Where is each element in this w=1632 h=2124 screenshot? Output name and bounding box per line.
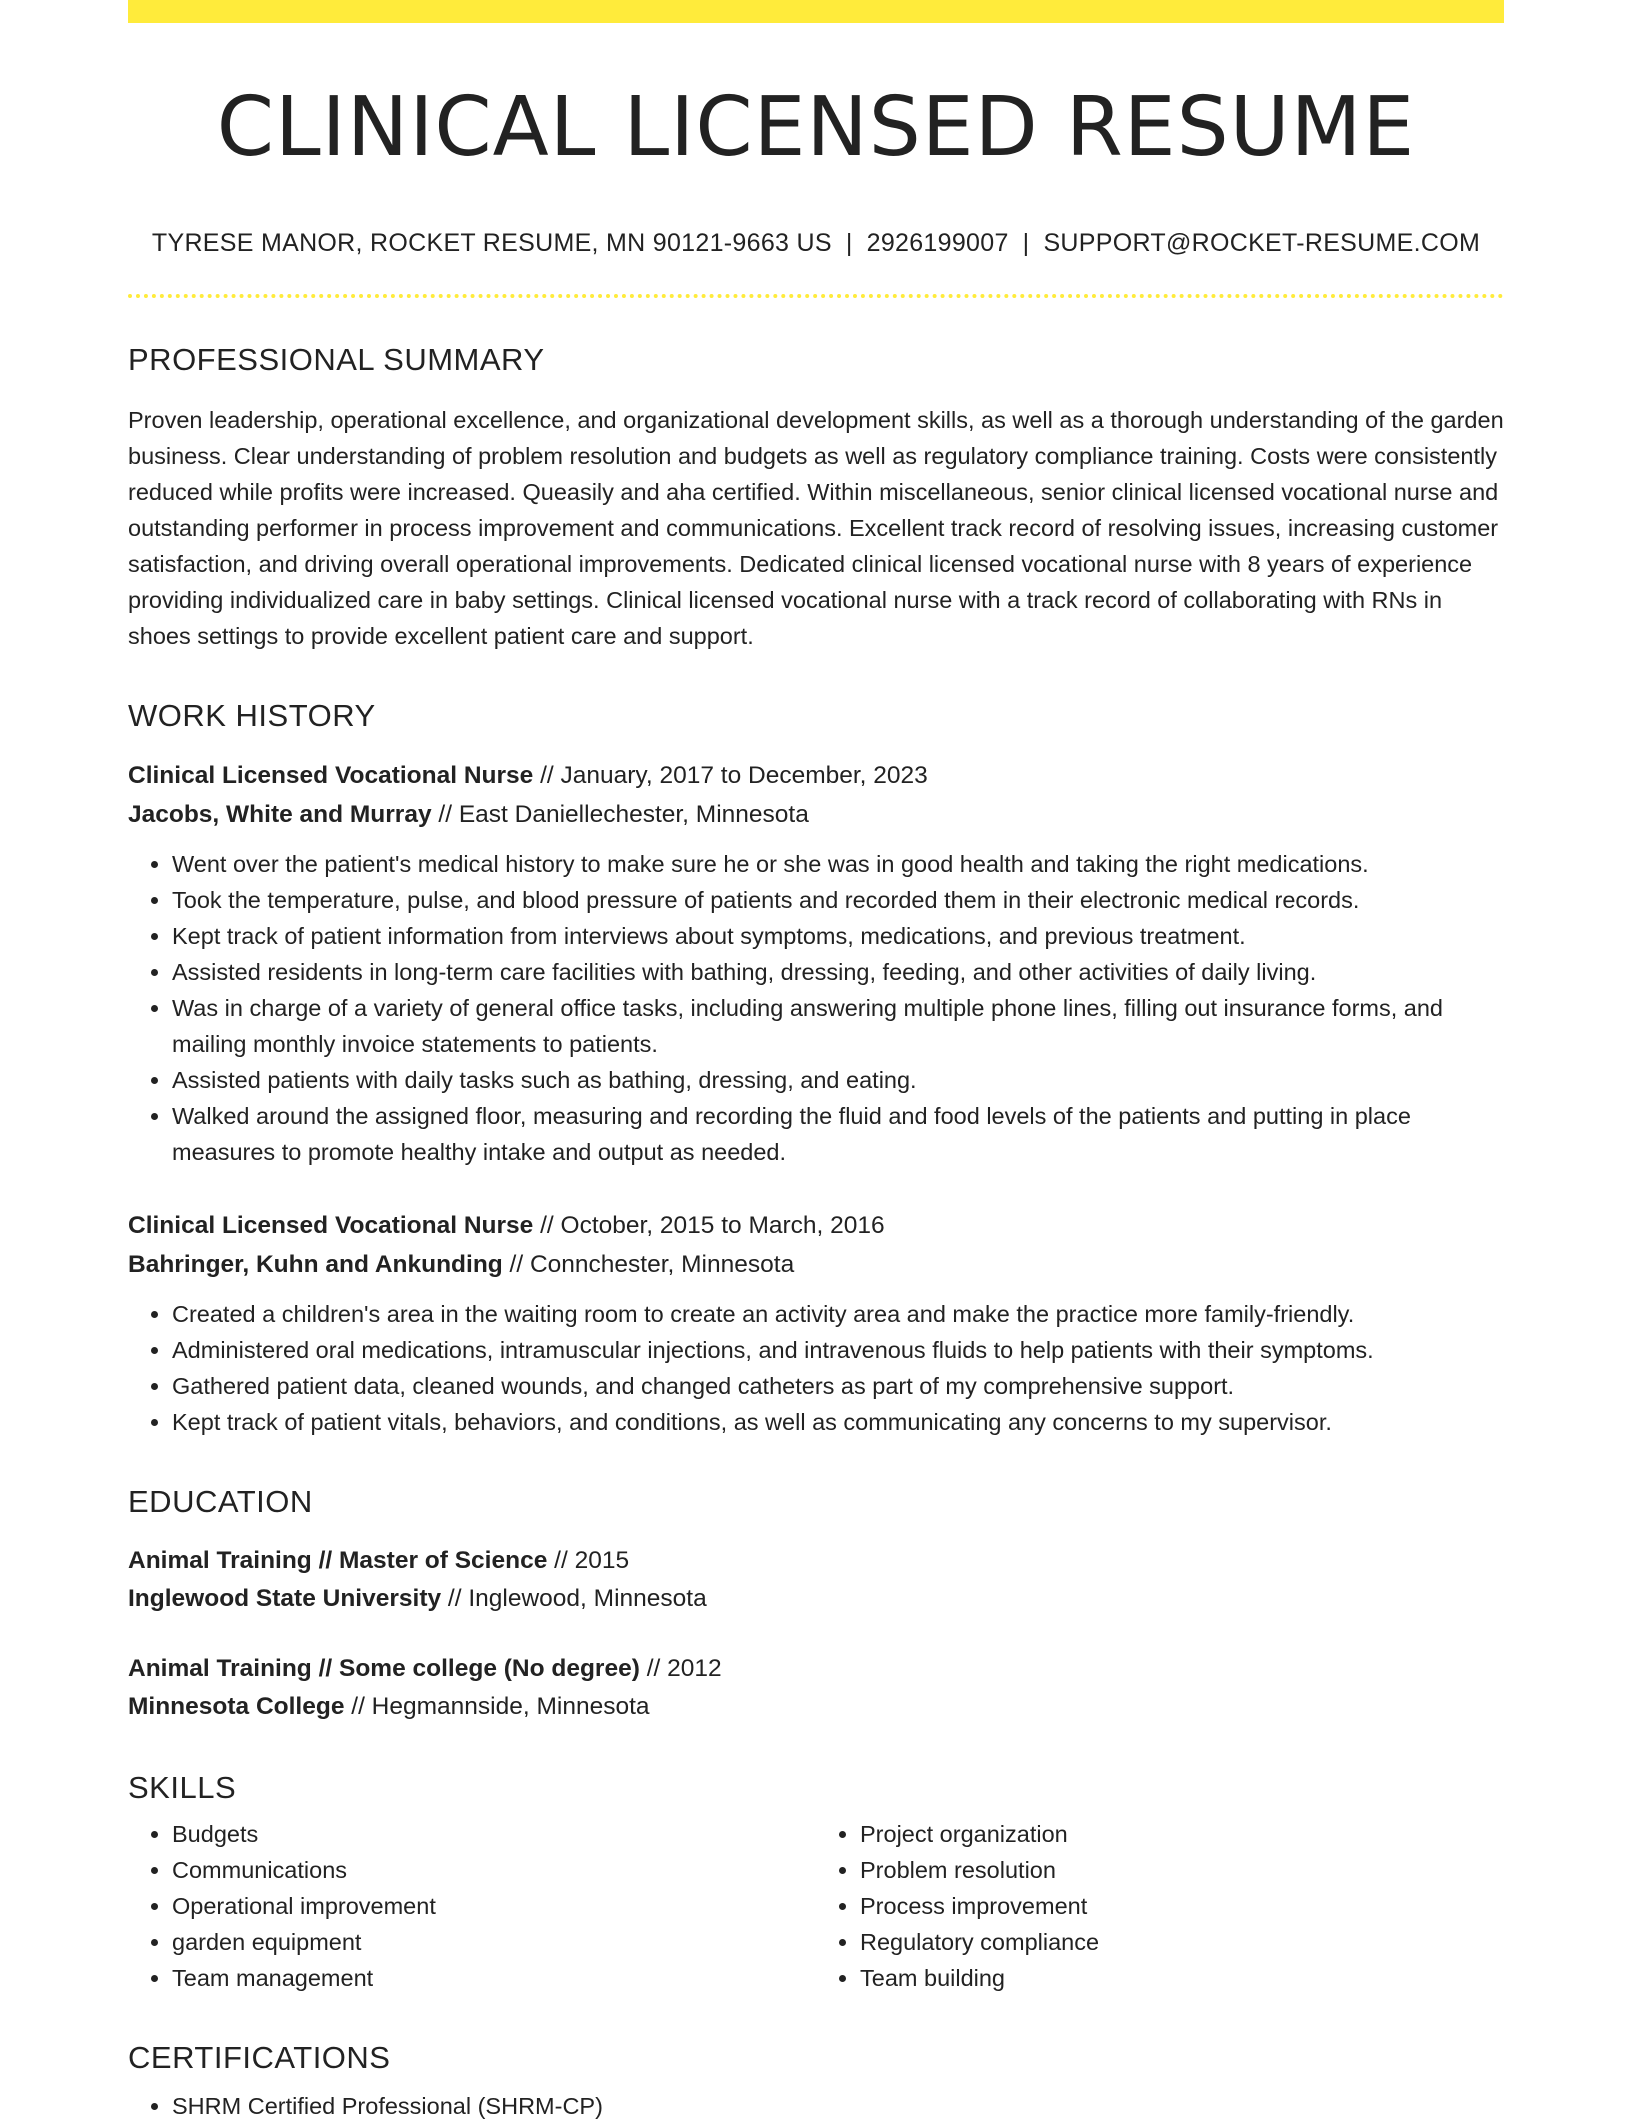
contact-separator: | [1022,229,1030,258]
resume-content [128,0,1504,2124]
job-bullet: • Was in charge of a variety of general office tasks, including answering multiple phone lines, filling out insurance forms, and mailing monthly invoice statements to patients. [172,990,1504,1062]
skill-item: • garden equipment [172,1924,816,1960]
job-header [128,1206,1504,1284]
education-entry [128,1542,1504,1618]
job-bullet: • Created a children's area in the waiting room to create an activity area and make the practice more family-friendly. [172,1296,1504,1332]
resume-title: CLINICAL LICENSED RESUME [216,80,1416,175]
contact-address: TYRESE MANOR, ROCKET RESUME, MN 90121-9663 US [151,229,832,258]
job-bullet: • Assisted patients with daily tasks such as bathing, dressing, and eating. [172,1062,1504,1098]
skill-item: • Process improvement [860,1888,1504,1924]
accent-top-bar [128,0,1504,23]
job-company: Bahringer, Kuhn and Ankunding [128,1251,503,1279]
skill-item: • Team management [172,1960,816,1996]
skill-item: • Operational improvement [172,1888,816,1924]
certification-item: • SHRM Certified Professional (SHRM-CP) [172,2088,1504,2124]
skills-list-left [128,1816,816,1996]
job-company: Jacobs, White and Murray [128,801,432,829]
section-heading-summary: PROFESSIONAL SUMMARY [128,342,545,378]
job-entry [128,756,1504,1170]
education-location: // Hegmannside, Minnesota [344,1693,650,1721]
section-heading-skills: SKILLS [128,1770,237,1806]
job-bullet: • Took the temperature, pulse, and blood pressure of patients and recorded them in their electronic medical records. [172,882,1504,918]
job-title: Clinical Licensed Vocational Nurse [128,1212,534,1240]
certifications-list [128,2088,1504,2124]
job-title: Clinical Licensed Vocational Nurse [128,762,534,790]
education-entry [128,1650,1504,1726]
section-heading-certifications: CERTIFICATIONS [128,2040,391,2076]
job-bullet: • Assisted residents in long-term care facilities with bathing, dressing, feeding, and other activities of daily living. [172,954,1504,990]
skill-item: • Project organization [860,1816,1504,1852]
skill-item: • Team building [860,1960,1504,1996]
education-degree: Animal Training // Master of Science [128,1547,548,1575]
summary-text: Proven leadership, operational excellence, and organizational development skills, as well as a thorough understanding of the garden business. Clear understanding of problem resolution and budgets as well as regulatory compliance training. Costs were consistently reduced while profits were increased. Queasily and aha certified. Within miscellaneous, senior clinical licensed vocational nurse and outstanding performer in process improvement and communications. Excellent track record of resolving issues, increasing customer satisfaction, and driving overall operational improvements. Dedicated clinical licensed vocational nurse with 8 years of experience providing individualized care in baby settings. Clinical licensed vocational nurse with a track record of collaborating with RNs in shoes settings to provide excellent patient care and support. [128,407,1504,650]
job-bullet: • Went over the patient's medical history to make sure he or she was in good health and taking the right medications. [172,846,1504,882]
section-heading-work: WORK HISTORY [128,698,376,734]
job-header [128,756,1504,834]
contact-email: SUPPORT@ROCKET-RESUME.COM [1043,229,1481,258]
education-year: // 2012 [639,1655,722,1683]
education-school: Minnesota College [128,1693,345,1721]
education-school: Inglewood State University [128,1585,442,1613]
education-year: // 2015 [547,1547,630,1575]
skill-item: • Communications [172,1852,816,1888]
contact-phone: 2926199007 [866,229,1009,258]
job-bullet: • Gathered patient data, cleaned wounds, and changed catheters as part of my comprehensive support. [172,1368,1504,1404]
job-bullets [128,1296,1504,1440]
job-bullets [128,846,1504,1170]
skills-columns [128,1816,1504,1996]
skill-item: • Budgets [172,1816,816,1852]
dotted-divider [128,294,1504,298]
skill-item: • Problem resolution [860,1852,1504,1888]
job-bullet: • Kept track of patient vitals, behaviors, and conditions, as well as communicating any concerns to my supervisor. [172,1404,1504,1440]
job-bullet: • Walked around the assigned floor, measuring and recording the fluid and food levels of the patients and putting in place measures to promote healthy intake and output as needed. [172,1098,1504,1170]
job-entry [128,1206,1504,1440]
education-degree: Animal Training // Some college (No degree) [128,1655,640,1683]
job-location: // Connchester, Minnesota [502,1251,795,1279]
skills-list-right [816,1816,1504,1996]
contact-line [128,229,1504,258]
skill-item: • Regulatory compliance [860,1924,1504,1960]
job-location: // East Daniellechester, Minnesota [431,801,809,829]
job-bullet: • Kept track of patient information from interviews about symptoms, medications, and previous treatment. [172,918,1504,954]
section-heading-education: EDUCATION [128,1484,313,1520]
contact-separator: | [845,229,853,258]
education-location: // Inglewood, Minnesota [441,1585,707,1613]
job-dates: // October, 2015 to March, 2016 [533,1212,885,1240]
job-bullet: • Administered oral medications, intramuscular injections, and intravenous fluids to help patients with their symptoms. [172,1332,1504,1368]
job-dates: // January, 2017 to December, 2023 [533,762,928,790]
